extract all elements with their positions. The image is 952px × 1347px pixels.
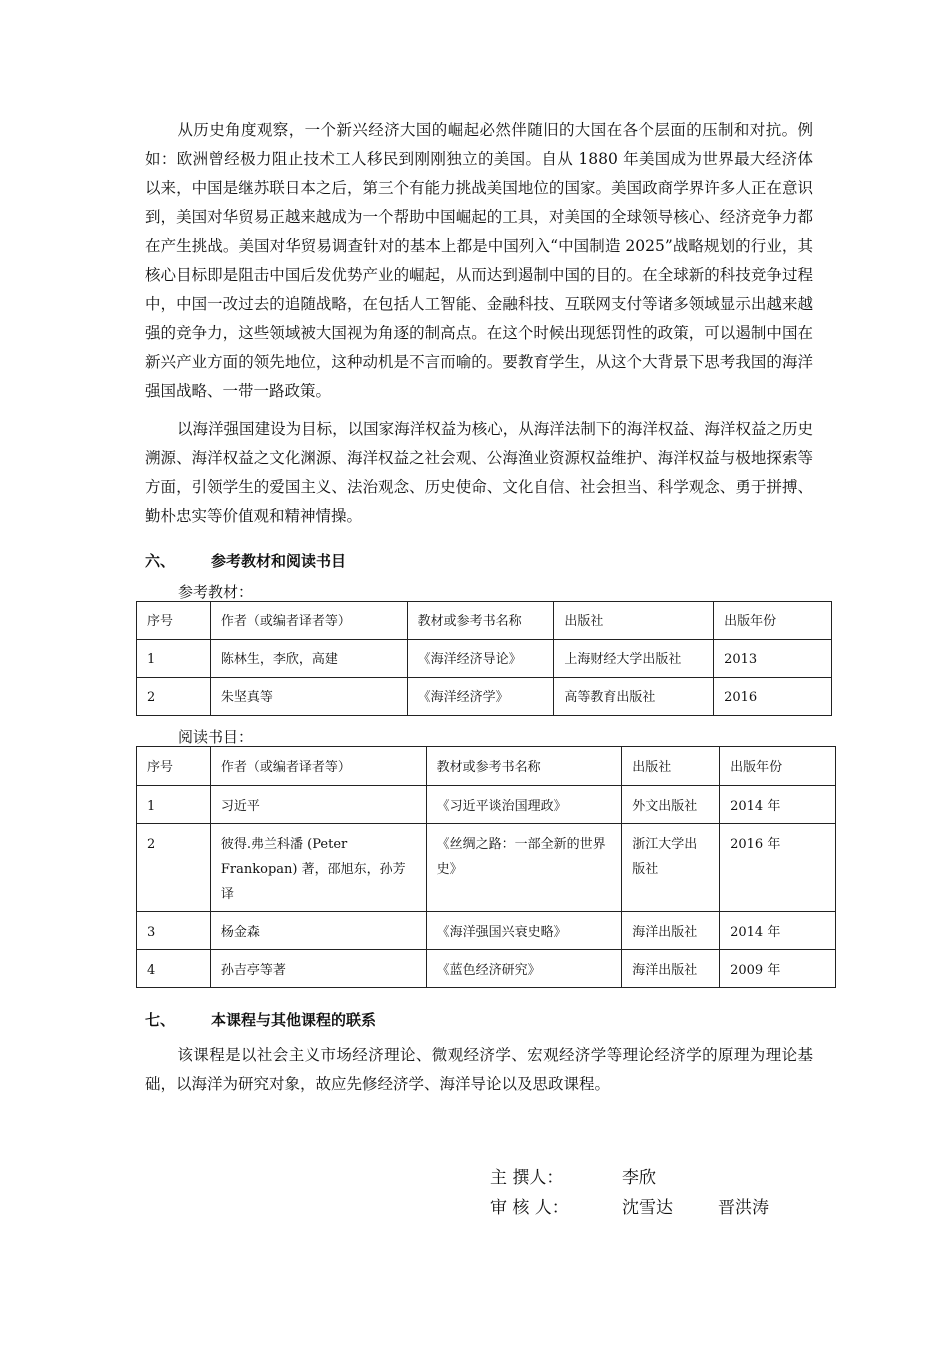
author-name: 李欣 (622, 1168, 656, 1188)
textbook-label: 参考教材： (178, 583, 254, 601)
paragraph-course-relation: 该课程是以社会主义市场经济理论、微观经济学、宏观经济学等理论经济学的原理为理论基础，以海洋为研究对象，故应先修经济学、海洋导论以及思政课程。 (145, 1046, 813, 1093)
table-cell: 孙吉亭等著 (210, 950, 426, 988)
table-cell: 3 (137, 912, 211, 950)
table-cell: 2 (137, 678, 211, 716)
table-row (137, 912, 836, 950)
table-cell: 陈林生，李欣，高建 (210, 640, 407, 678)
header-cell: 出版社 (622, 747, 720, 786)
header-cell: 序号 (137, 747, 211, 786)
reviewer-name: 沈雪达 (622, 1198, 673, 1218)
header-cell: 出版年份 (714, 602, 832, 640)
table-row (137, 640, 832, 678)
table-cell: 2014 年 (720, 786, 836, 824)
table-header-row (137, 602, 832, 640)
table-cell: 外文出版社 (622, 786, 720, 824)
reading-label: 阅读书目： (178, 728, 254, 746)
textbook-table (136, 601, 832, 716)
table-cell: 《海洋强国兴衰史略》 (426, 912, 622, 950)
header-cell: 出版社 (554, 602, 714, 640)
table-cell: 《丝绸之路：一部全新的世界史》 (426, 824, 622, 912)
table-cell: 习近平 (210, 786, 426, 824)
table-cell: 1 (137, 786, 211, 824)
table-row (137, 678, 832, 716)
table-cell: 4 (137, 950, 211, 988)
section-number: 七、 (145, 1011, 176, 1029)
section-title: 本课程与其他课程的联系 (211, 1011, 377, 1029)
section-6-heading (145, 550, 346, 571)
table-row (137, 824, 836, 912)
section-7-heading (145, 1009, 376, 1030)
table-row (137, 950, 836, 988)
table-cell: 2013 (714, 640, 832, 678)
table-cell: 杨金森 (210, 912, 426, 950)
author-label: 主 撰人： (490, 1168, 564, 1188)
paragraph-history: 从历史角度观察，一个新兴经济大国的崛起必然伴随旧的大国在各个层面的压制和对抗。例如：欧洲曾经极力阻止技术工人移民到刚刚独立的美国。自从 1880 年美国成为世界最大经济体以来，中国是继苏联日本之后，第三个有能力挑战美国地位的国家。美国政商学界许多人正在意识到，美国对华贸易正越来越成为一个帮助中国崛起的工具，对美国的全球领导核心、经济竞争力都在产生挑战。美国对华贸易调查针对的基本上都是中国列入“中国制造 2025”战略规划的行业，其核心目标即是阻击中国后发优势产业的崛起，从而达到遏制中国的目的。在全球新的科技竞争过程中，中国一改过去的追随战略，在包括人工智能、金融科技、互联网支付等诸多领域显示出越来越强的竞争力，这些领域被大国视为角逐的制高点。在这个时候出现惩罚性的政策，可以遏制中国在新兴产业方面的领先地位，这种动机是不言而喻的。要教育学生，从这个大背景下思考我国的海洋强国战略、一带一路政策。 (145, 121, 813, 400)
table-cell: 上海财经大学出版社 (554, 640, 714, 678)
header-cell: 作者（或编者译者等） (210, 602, 407, 640)
section-number: 六、 (145, 552, 176, 570)
reading-table (136, 746, 836, 988)
table-cell: 1 (137, 640, 211, 678)
table-cell: 2 (137, 824, 211, 912)
table-cell: 2016 年 (720, 824, 836, 912)
header-cell: 作者（或编者译者等） (210, 747, 426, 786)
table-cell: 2016 (714, 678, 832, 716)
table-cell: 《蓝色经济研究》 (426, 950, 622, 988)
table-cell: 《海洋经济导论》 (407, 640, 554, 678)
table-cell: 高等教育出版社 (554, 678, 714, 716)
section-title: 参考教材和阅读书目 (211, 552, 347, 570)
table-cell: 朱坚真等 (210, 678, 407, 716)
header-cell: 序号 (137, 602, 211, 640)
reviewer-label: 审 核 人： (490, 1198, 569, 1218)
table-cell: 《习近平谈治国理政》 (426, 786, 622, 824)
table-cell: 彼得.弗兰科潘 (Peter Frankopan) 著，邵旭东，孙芳译 (210, 824, 426, 912)
table-cell: 海洋出版社 (622, 950, 720, 988)
table-cell: 海洋出版社 (622, 912, 720, 950)
header-cell: 出版年份 (720, 747, 836, 786)
table-cell: 浙江大学出版社 (622, 824, 720, 912)
table-cell: 2009 年 (720, 950, 836, 988)
header-cell: 教材或参考书名称 (407, 602, 554, 640)
table-header-row (137, 747, 836, 786)
table-row (137, 786, 836, 824)
header-cell: 教材或参考书名称 (426, 747, 622, 786)
paragraph-ocean-power: 以海洋强国建设为目标，以国家海洋权益为核心，从海洋法制下的海洋权益、海洋权益之历史溯源、海洋权益之文化渊源、海洋权益之社会观、公海渔业资源权益维护、海洋权益与极地探索等方面，引领学生的爱国主义、法治观念、历史使命、文化自信、社会担当、科学观念、勇于拼搏、勤朴忠实等价值观和精神情操。 (145, 420, 813, 525)
table-cell: 《海洋经济学》 (407, 678, 554, 716)
table-cell: 2014 年 (720, 912, 836, 950)
reviewer-name: 晋洪涛 (718, 1198, 769, 1218)
